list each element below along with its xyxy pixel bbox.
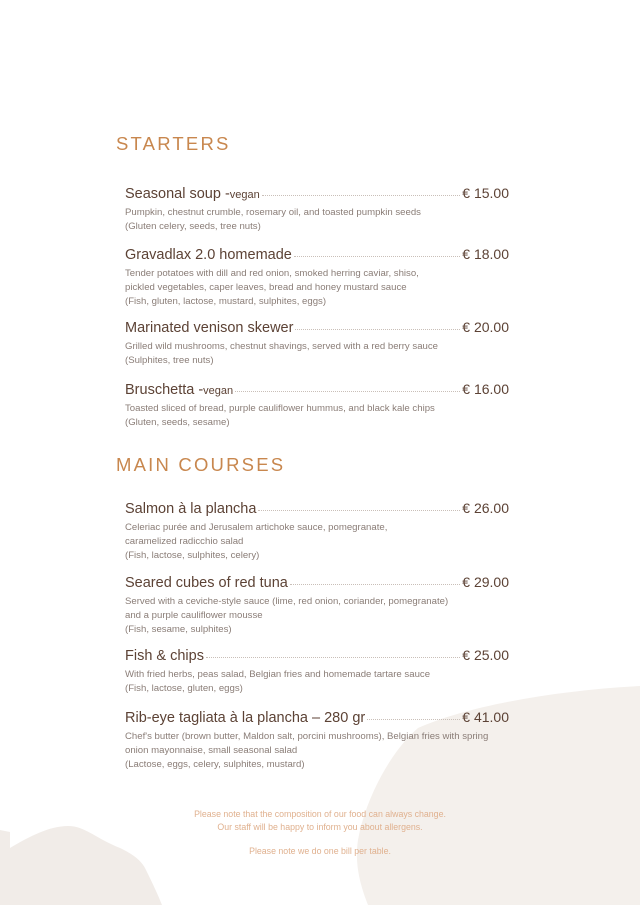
item-name: Marinated venison skewer [125, 320, 294, 336]
item-description [125, 595, 509, 637]
dotted-leader [262, 183, 461, 196]
item-description [125, 206, 509, 234]
footer-spacer [0, 833, 640, 845]
item-price: € 18.00 [462, 246, 509, 262]
allergen-line: (Sulphites, tree nuts) [125, 355, 214, 366]
footer-bill-note: Please note we do one bill per table. [249, 846, 391, 856]
item-price: € 25.00 [462, 647, 509, 663]
menu-item-seasonal-soup [125, 185, 509, 234]
item-name: Fish & chips [125, 648, 204, 664]
item-name: Salmon à la plancha [125, 501, 257, 517]
description-line: pickled vegetables, caper leaves, bread and honey mustard sauce [125, 282, 407, 293]
item-description [125, 267, 509, 309]
allergen-line: (Fish, gluten, lactose, mustard, sulphites, eggs) [125, 296, 327, 307]
menu-item-fish-and-chips [125, 647, 509, 696]
item-tag-vegan: vegan [229, 189, 260, 201]
item-name: Gravadlax 2.0 homemade [125, 247, 292, 263]
item-name: Seasonal soup - [125, 186, 230, 202]
item-name: Seared cubes of red tuna [125, 575, 288, 591]
description-line: caramelized radicchio salad [125, 536, 244, 547]
footer-composition-note: Please note that the composition of our food can always change. [194, 809, 446, 819]
description-line: Served with a ceviche-style sauce (lime, red onion, coriander, pomegranate) [125, 596, 449, 607]
menu-item-venison-skewer [125, 319, 509, 368]
dotted-leader [206, 645, 460, 658]
item-price: € 41.00 [462, 709, 509, 725]
menu-item-gravadlax [125, 246, 509, 309]
dotted-leader [258, 498, 460, 511]
description-line: Tender potatoes with dill and red onion, smoked herring caviar, shiso, [125, 268, 419, 279]
item-description [125, 402, 509, 430]
description-line: onion mayonnaise, small seasonal salad [125, 745, 298, 756]
item-name: Rib-eye tagliata à la plancha – 280 gr [125, 710, 366, 726]
menu-item-rib-eye [125, 709, 509, 772]
description-line: Chef's butter (brown butter, Maldon salt, porcini mushrooms), Belgian fries with spring [125, 731, 489, 742]
footer-notes [0, 808, 640, 858]
item-price: € 26.00 [462, 500, 509, 516]
menu-item-red-tuna [125, 574, 509, 637]
allergen-line: (Gluten, seeds, sesame) [125, 417, 230, 428]
item-tag-vegan: vegan [203, 385, 234, 397]
description-line: Grilled wild mushrooms, chestnut shavings, served with a red berry sauce [125, 341, 438, 352]
item-price: € 29.00 [462, 574, 509, 590]
description-line: Toasted sliced of bread, purple cauliflower hummus, and black kale chips [125, 403, 435, 414]
allergen-line: (Gluten celery, seeds, tree nuts) [125, 221, 261, 232]
description-line: Pumpkin, chestnut crumble, rosemary oil, and toasted pumpkin seeds [125, 207, 421, 218]
allergen-line: (Fish, lactose, gluten, eggs) [125, 683, 243, 694]
dotted-leader [367, 707, 460, 720]
dotted-leader [290, 572, 460, 585]
item-description [125, 521, 509, 563]
description-line: Celeriac purée and Jerusalem artichoke sauce, pomegranate, [125, 522, 388, 533]
item-price: € 15.00 [462, 185, 509, 201]
section-title-main-courses: MAIN COURSES [116, 454, 286, 475]
allergen-line: (Fish, sesame, sulphites) [125, 624, 232, 635]
dotted-leader [295, 317, 460, 330]
menu-item-bruschetta [125, 381, 509, 430]
item-price: € 16.00 [462, 381, 509, 397]
menu-item-salmon [125, 500, 509, 563]
item-description [125, 730, 509, 772]
allergen-line: (Lactose, eggs, celery, sulphites, mustard) [125, 759, 305, 770]
dotted-leader [294, 244, 460, 257]
item-name: Bruschetta - [125, 382, 204, 398]
item-price: € 20.00 [462, 319, 509, 335]
footer-allergen-note: Our staff will be happy to inform you about allergens. [217, 821, 423, 832]
dotted-leader [235, 379, 460, 392]
section-title-starters: STARTERS [116, 133, 231, 154]
description-line: and a purple cauliflower mousse [125, 610, 263, 621]
allergen-line: (Fish, lactose, sulphites, celery) [125, 550, 260, 561]
item-description [125, 668, 509, 696]
item-description [125, 340, 509, 368]
description-line: With fried herbs, peas salad, Belgian fries and homemade tartare sauce [125, 669, 431, 680]
